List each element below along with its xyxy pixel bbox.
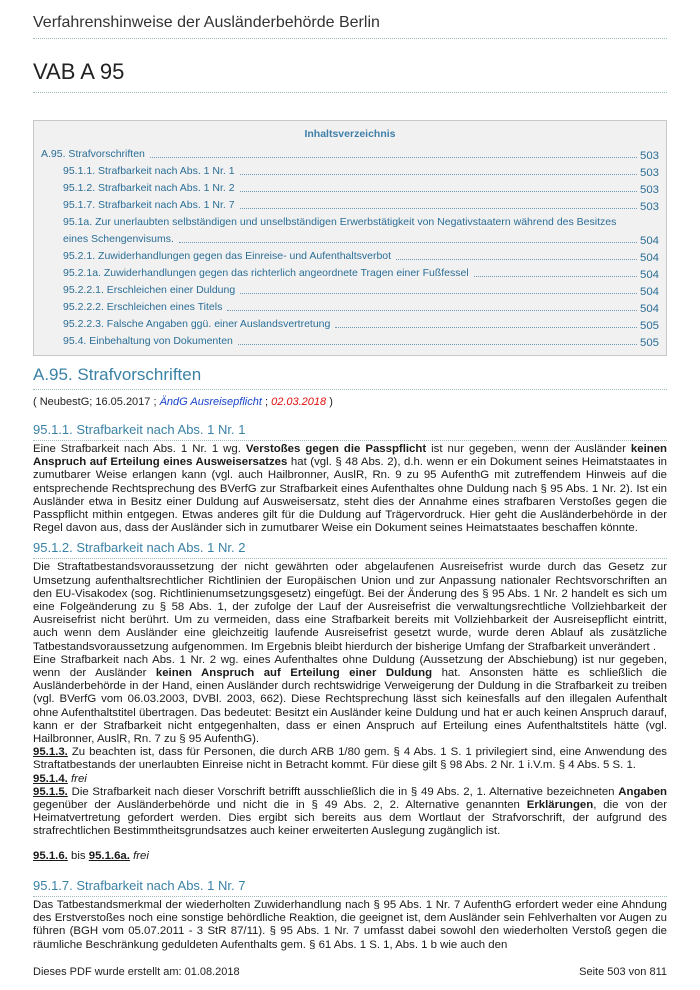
toc-item[interactable]: A.95. Strafvorschriften 503 bbox=[41, 148, 659, 162]
page-footer bbox=[33, 966, 667, 978]
subsection-title-95-1-2: 95.1.2. Strafbarkeit nach Abs. 1 Nr. 2 bbox=[33, 540, 667, 559]
paragraph-95-1-2-b: Eine Strafbarkeit nach Abs. 1 Nr. 2 wg. eines Aufenthaltes ohne Duldung (Aussetzung der Abschiebung) ist nur gegeben, wenn der Ausländer keinen Anspruch auf Erteilung einer Duldung hat. Ansonsten hätte es schließlich die Ausländerbehörde in der Hand, einen Ausländer durch rechtswidrige Verweigerung der Duldung in die Strafbarkeit zu treiben (vgl. BVerfG vom 06.03.2003, DVBl. 2003, 662). Diese Rechtsprechung lässt sich keinesfalls auf den illegalen Aufenthalt ohne Aufenthaltstitel übertragen. Das bedeutet: Besitzt ein Ausländer keine Duldung und hat er auch keinen Anspruch darauf, kann er der Strafbarkeit nicht entgegenhalten, dass er einen Anspruch auf Erteilung eines Aufenthaltstitels hätte (vgl. Hailbronner, AuslR, Rn. 7 zu § 95 AufenthG). bbox=[33, 653, 668, 746]
toc-item[interactable]: 95.1.7. Strafbarkeit nach Abs. 1 Nr. 7 503 bbox=[63, 199, 659, 213]
amendment-date: 02.03.2018 bbox=[271, 396, 327, 408]
footer-page-number: Seite 503 von 811 bbox=[579, 966, 667, 978]
toc-item[interactable]: 95.2.1a. Zuwiderhandlungen gegen das richterlich angeordnete Tragen einer Fußfessel 504 bbox=[63, 267, 659, 281]
toc-item[interactable]: 95.2.2.3. Falsche Angaben ggü. einer Auslandsvertretung 505 bbox=[63, 318, 659, 332]
toc-item[interactable]: 95.2.1. Zuwiderhandlungen gegen das Einreise- und Aufenthaltsverbot 504 bbox=[63, 250, 659, 264]
toc-item[interactable]: 95.2.2.1. Erschleichen einer Duldung 504 bbox=[63, 284, 659, 298]
toc-heading: Inhaltsverzeichnis bbox=[304, 128, 396, 140]
footer-created: Dieses PDF wurde erstellt am: 01.08.2018 bbox=[33, 966, 240, 978]
subsection-title-95-1-7: 95.1.7. Strafbarkeit nach Abs. 1 Nr. 7 bbox=[33, 878, 667, 897]
toc-item[interactable]: 95.4. Einbehaltung von Dokumenten 505 bbox=[63, 335, 659, 349]
paragraph-95-1-3: 95.1.3. Zu beachten ist, dass für Personen, die durch ARB 1/80 gem. § 4 Abs. 1 S. 1 privilegiert sind, eine Anwendung des Straftatbestands der unerlaubten Einreise nicht in Betracht kommt. Für diese gilt § 98 Abs. 2 Nr. 1 i.V.m. § 4 Abs. 5 S. 1. bbox=[33, 746, 667, 772]
header-title: Verfahrenshinweise der Ausländerbehörde Berlin bbox=[33, 14, 667, 39]
paragraph-95-1-7: Das Tatbestandsmerkmal der wiederholten Zuwiderhandlung nach § 95 Abs. 1 Nr. 7 AufenthG erfordert weder eine Ahndung des Erstverstoßes noch eine sonstige behördliche Reaktion, die geeignet ist, dem Ausländer sein Fehlverhalten vor Augen zu führen (BGH vom 05.07.2011 - 3 StR 87/11). § 95 Abs. 1 Nr. 7 umfasst dabei sowohl den wiederholten Verstoß gegen die räumliche Beschränkung geduldeten Aufenthalts gem. § 61 Abs. 1 S. 1, Abs. 1 b wie auch den bbox=[33, 898, 667, 951]
section-meta: ( NeubestG; 16.05.2017 ; ÄndG Ausreisepflicht ; 02.03.2018 ) bbox=[33, 396, 333, 408]
toc-item[interactable]: 95.2.2.2. Erschleichen eines Titels 504 bbox=[63, 301, 659, 315]
subsection-title-95-1-1: 95.1.1. Strafbarkeit nach Abs. 1 Nr. 1 bbox=[33, 422, 667, 441]
paragraph-95-1-6: 95.1.6. bis 95.1.6a. frei bbox=[33, 849, 149, 862]
doc-title: VAB A 95 bbox=[33, 59, 667, 93]
paragraph-95-1-5: 95.1.5. Die Strafbarkeit nach dieser Vorschrift betrifft ausschließlich die in § 49 Abs. 2, 1. Alternative bezeichneten Angaben gegenüber der Ausländerbehörde und nicht die in § 49 Abs. 2, 2. Alternative genannten Erklärungen, die von der Heimatvertretung gefordert werden. Dies ergibt sich bereits aus dem Wortlaut der Strafvorschrift, der aufgrund des strafrechtlichen Bestimmtheitsgrundsatzes auch keiner erweiterten Auslegung zugänglich ist. bbox=[33, 785, 668, 838]
toc-item[interactable]: 95.1.2. Strafbarkeit nach Abs. 1 Nr. 2 503 bbox=[63, 182, 659, 196]
paragraph-95-1-2-a: Die Straftatbestandsvoraussetzung der nicht gewährten oder abgelaufenen Ausreisefrist wurde durch das Gesetz zur Umsetzung aufenthaltsrechtlicher Richtlinien der Europäischen Union und zur Anpassung nationaler Rechtsvorschriften an den EU-Visakodex (sog. Richtlinienumsetzungsgesetz) eingefügt. Bei der Änderung des § 95 Abs. 1 Nr. 2 handelt es sich um eine Folgeänderung zu § 58 Abs. 1, der zufolge der Lauf der Ausreisefrist die verwaltungsrechtliche Vollziehbarkeit der Ausreisefrist nicht berührt. Um zu vermeiden, dass eine Strafbarkeit bereits mit Vollziehbarkeit der Ausreisepflicht eintritt, auch wenn dem Ausländer eine gleichzeitig laufende Ausreisefrist gesetzt wurde, wurde deren Ablauf als zusätzliche Tatbestandsvoraussetzung aufgenommen. Im Ergebnis bleibt hierdurch der bisherige Umfang der Strafbarkeit unverändert . bbox=[33, 561, 667, 653]
toc-item[interactable]: 95.1a. Zur unerlaubten selbständigen und unselbständigen Erwerbstätigkeit von Negativstaatern während des Besitzes eines Schengenvisums. 504 bbox=[63, 216, 659, 247]
page-content bbox=[33, 0, 667, 952]
section-title: A.95. Strafvorschriften bbox=[33, 365, 667, 390]
paragraph-95-1-1: Eine Strafbarkeit nach Abs. 1 Nr. 1 wg. Verstoßes gegen die Passpflicht ist nur gegeben, wenn der Ausländer keinen Anspruch auf Erteilung eines Ausweisersatzes hat (vgl. § 48 Abs. 2), d.h. wenn er ein Dokument seines Heimatstaates in zumutbarer Weise erlangen kann (vgl. auch Hailbronner, AuslR, Rn. 9 zu 95 AufenthG mit zutreffendem Hinweis auf die entsprechende Rechtsprechung des BVerfG zur Strafbarkeit eines Aufenthaltes ohne Duldung nach § 95 Abs. 1 Nr. 2). Ist ein Ausländer etwa in Besitz einer Duldung auf Ausweisersatz, steht dies der Annahme eines strafbaren Verstoßes gegen die Passpflicht mithin entgegen. Etwas anderes gilt für die Duldung auf Trägervordruck. Hier geht die Ausländerbehörde in der Regel davon aus, dass der Ausländer sich in zumutbarer Weise ein Dokument seines Heimatstaates beschaffen könnte. bbox=[33, 443, 667, 535]
amendment-link[interactable]: ÄndG Ausreisepflicht bbox=[159, 396, 262, 408]
table-of-contents bbox=[33, 120, 667, 356]
paragraph-95-1-4: 95.1.4. frei bbox=[33, 772, 87, 785]
toc-item[interactable]: 95.1.1. Strafbarkeit nach Abs. 1 Nr. 1 503 bbox=[63, 165, 659, 179]
